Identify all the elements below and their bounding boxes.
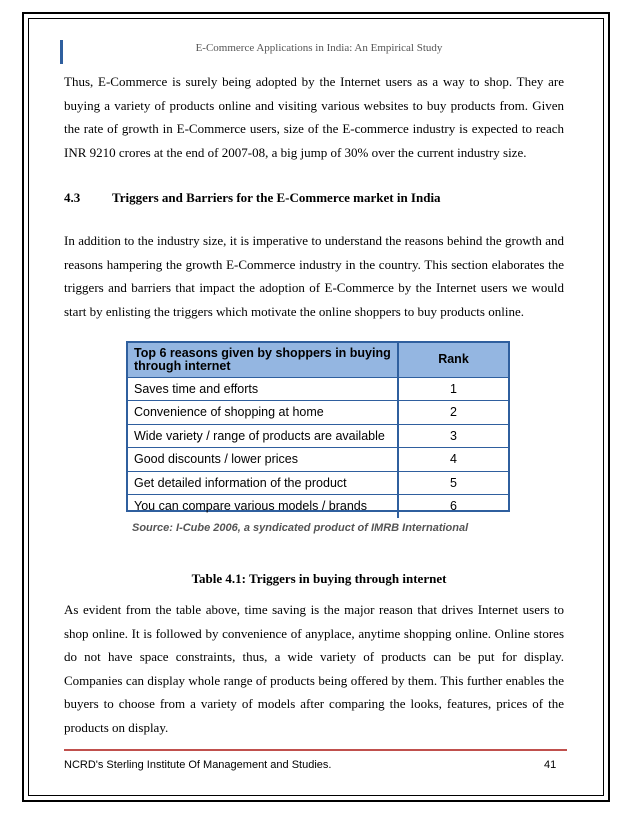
- rank-cell: 5: [398, 471, 508, 495]
- reason-cell: Saves time and efforts: [128, 377, 398, 401]
- rank-cell: 2: [398, 401, 508, 425]
- page-number: 41: [544, 759, 557, 771]
- table-row: [128, 471, 508, 495]
- reasons-table: [126, 341, 510, 512]
- table-row: [128, 424, 508, 448]
- intro-paragraph: Thus, E-Commerce is surely being adopted by the Internet users as a way to shop. They are buying a variety of products online and visiting various websites to buy products from. Given the rate of growth in E-Commerce users, size of the E-commerce industry is expected to reach INR 9210 crores at the end of 2007-08, a big jump of 30% over the current industry size.: [64, 74, 564, 160]
- running-header: E-Commerce Applications in India: An Empirical Study: [195, 42, 443, 54]
- table-caption: Table 4.1: Triggers in buying through internet: [191, 571, 447, 586]
- rank-cell: 4: [398, 448, 508, 472]
- table-header-row: [128, 343, 508, 377]
- reason-cell: You can compare various models / brands: [128, 495, 398, 518]
- reason-cell: Convenience of shopping at home: [128, 401, 398, 425]
- table-row: [128, 377, 508, 401]
- reason-cell: Wide variety / range of products are available: [128, 424, 398, 448]
- header-reason: Top 6 reasons given by shoppers in buying through internet: [128, 343, 398, 377]
- section-number: 4.3: [64, 190, 81, 205]
- section-heading: [64, 190, 441, 206]
- reason-cell: Good discounts / lower prices: [128, 448, 398, 472]
- section-title: Triggers and Barriers for the E-Commerce market in India: [112, 190, 441, 205]
- reason-cell: Get detailed information of the product: [128, 471, 398, 495]
- section-paragraph: In addition to the industry size, it is imperative to understand the reasons behind the growth and reasons hampering the growth E-Commerce industry in the country. This section elaborates the triggers and barriers that impact the adoption of E-Commerce by the Internet users we would start by enlisting the triggers which motivate the online shoppers to buy products online.: [64, 233, 564, 319]
- table-row: [128, 495, 508, 518]
- rank-cell: 6: [398, 495, 508, 518]
- footer-divider: [64, 749, 567, 751]
- closing-paragraph: As evident from the table above, time saving is the major reason that drives Internet users to shop online. It is followed by convenience of anyplace, anytime shopping online. Online stores do not have space constraints, thus, a wide variety of products can be put for display. Companies can display whole range of products being offered by them. This further enables the buyers to choose from a variety of models after comparing the looks, features, prices of the products on display.: [64, 602, 564, 735]
- table-row: [128, 401, 508, 425]
- rank-cell: 3: [398, 424, 508, 448]
- header-rank: Rank: [398, 343, 508, 377]
- table-row: [128, 448, 508, 472]
- table-source: Source: I-Cube 2006, a syndicated product of IMRB International: [132, 522, 469, 534]
- footer-institute: NCRD's Sterling Institute Of Management and Studies.: [64, 759, 332, 771]
- rank-cell: 1: [398, 377, 508, 401]
